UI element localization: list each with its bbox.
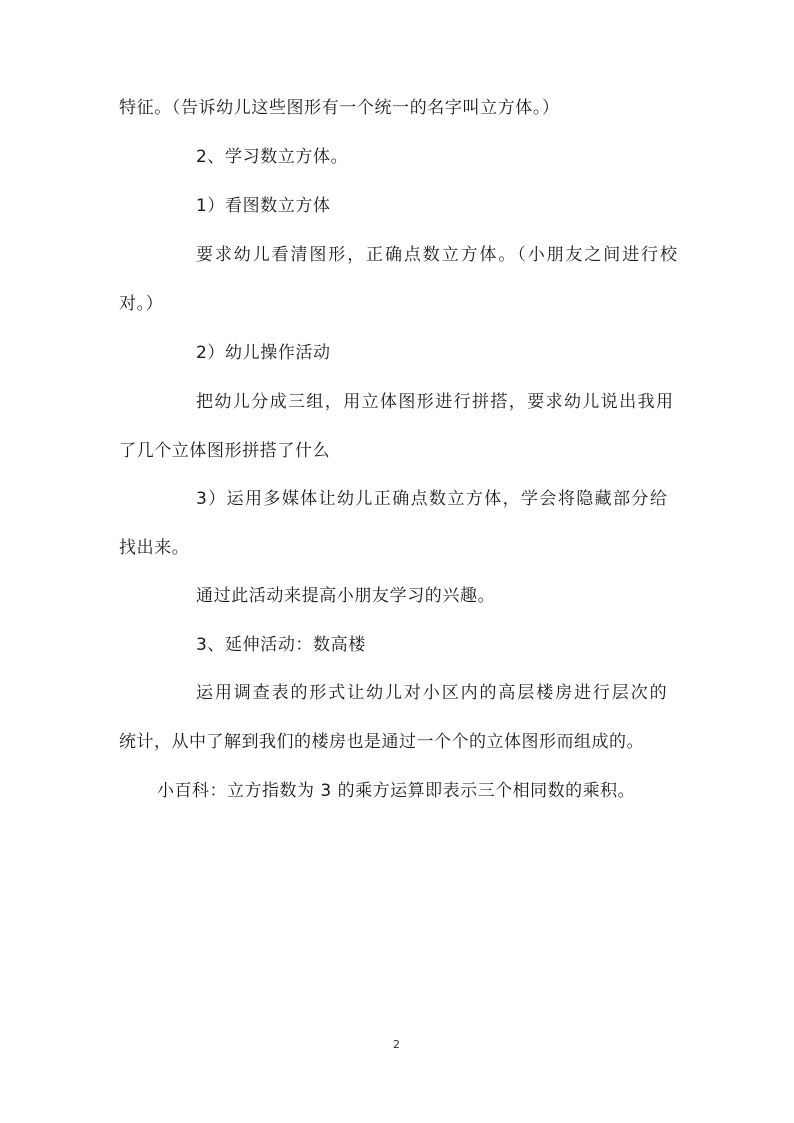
text-line: 统计，从中了解到我们的楼房也是通过一个个的立体图形而组成的。 — [119, 732, 644, 752]
text-line: 要求幼儿看清图形，正确点数立方体。（小朋友之间进行校 — [196, 245, 679, 265]
subsection-heading: 2）幼儿操作活动 — [196, 343, 331, 363]
text-line: 把幼儿分成三组，用立体图形进行拼搭，要求幼儿说出我用 — [196, 392, 675, 412]
section-heading: 2、学习数立方体。 — [196, 147, 349, 167]
page-number: 2 — [393, 1038, 400, 1051]
text-line: 特征。（告诉幼儿这些图形有一个统一的名字叫立方体。） — [119, 98, 560, 118]
section-heading: 3、延伸活动：数高楼 — [196, 635, 366, 655]
text-line: 3）运用多媒体让幼儿正确点数立方体，学会将隐藏部分给 — [196, 489, 669, 509]
text-line: 对。） — [119, 294, 164, 314]
subsection-heading: 1）看图数立方体 — [196, 196, 331, 216]
text-line: 运用调查表的形式让幼儿对小区内的高层楼房进行层次的 — [196, 683, 669, 703]
text-line: 找出来。 — [119, 538, 190, 558]
text-line: 通过此活动来提高小朋友学习的兴趣。 — [196, 586, 496, 606]
text-line: 了几个立体图形拼搭了什么 — [119, 441, 331, 461]
encyclopedia-note: 小百科：立方指数为 3 的乘方运算即表示三个相同数的乘积。 — [157, 781, 636, 801]
